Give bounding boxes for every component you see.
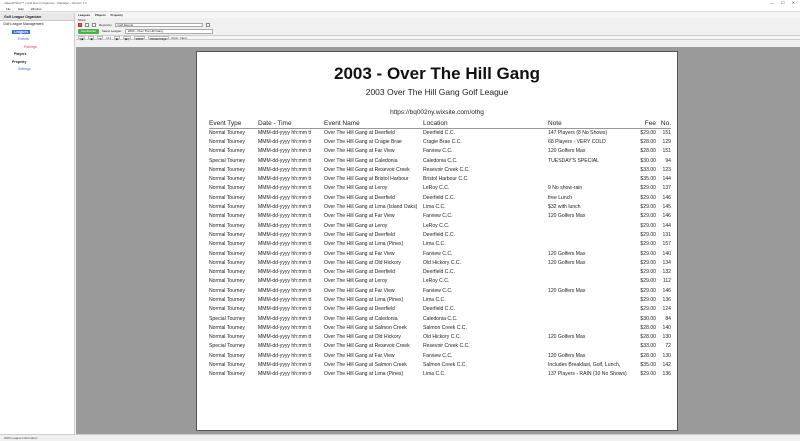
table-cell: Deerfield C.C. [423, 194, 455, 201]
tree-item-pairings[interactable] [0, 44, 74, 52]
last-page-button[interactable]: ▶| [125, 37, 129, 41]
table-row [209, 174, 671, 183]
table-cell: Farview C.C. [423, 148, 453, 155]
table-cell: MMM-dd-yyyy hh:mm tt [258, 343, 312, 350]
table-cell: Over The Hill Gang at Far View [324, 352, 395, 359]
page-mode-select[interactable]: Whole Page [150, 37, 167, 41]
table-cell: Resevoir Creek C.C. [423, 166, 470, 173]
table-cell: Normal Tourney [209, 306, 245, 313]
table-cell: Old Hickory C.C. [423, 334, 461, 341]
table-cell: Over The Hill Gang at Old Hickory [324, 259, 401, 266]
table-cell: Salmon Creek C.C. [423, 362, 467, 369]
table-cell: Normal Tourney [209, 204, 245, 211]
table-cell: LeRoy C.C. [423, 222, 450, 229]
table-cell: Lima C.C. [423, 296, 446, 303]
status-bar: 2003 League Information [0, 434, 800, 440]
table-cell: Special Tourney [209, 343, 246, 350]
table-cell: 140 [662, 250, 671, 257]
table-row [209, 258, 671, 267]
tree-item-golf-league-management[interactable] [0, 21, 74, 29]
table-cell [548, 240, 637, 249]
table-cell: Over The Hill Gang at Caledonia [324, 157, 398, 164]
table-cell: 124 [662, 306, 671, 313]
table-row [209, 314, 671, 323]
table-cell: $29.00 [640, 287, 656, 294]
print-icon[interactable] [92, 23, 96, 27]
table-row [209, 165, 671, 174]
table-cell: Over The Hill Gang at Resevoir Creek [324, 166, 410, 173]
table-row [209, 286, 671, 295]
table-cell: Normal Tourney [209, 269, 245, 276]
table-row [209, 277, 671, 286]
table-cell: Over The Hill Gang at Lima (Island Oaks) [324, 204, 418, 211]
table-row [209, 323, 671, 332]
tree-item-label: Settings [18, 67, 31, 71]
table-cell: $28.00 [640, 148, 656, 155]
table-cell: Normal Tourney [209, 362, 245, 369]
table-cell: 146 [662, 287, 671, 294]
table-cell: MMM-dd-yyyy hh:mm tt [258, 296, 312, 303]
table-cell: 68 Players - VERY COLD [548, 138, 606, 145]
table-cell [548, 323, 637, 332]
table-cell: MMM-dd-yyyy hh:mm tt [258, 371, 312, 378]
table-cell: MMM-dd-yyyy hh:mm tt [258, 352, 312, 359]
table-cell: $28.00 [640, 324, 656, 331]
table-cell: MMM-dd-yyyy hh:mm tt [258, 213, 312, 220]
table-cell [548, 277, 637, 286]
table-row [209, 305, 671, 314]
show-label[interactable]: Show [78, 18, 86, 22]
table-cell: Over The Hill Gang at Lima (Pines) [324, 296, 404, 303]
table-cell: 120 Golfers Max [548, 250, 586, 257]
nav-tree [0, 21, 74, 74]
table-cell: $28.00 [640, 138, 656, 145]
table-cell: 132 [662, 269, 671, 276]
table-row [209, 156, 671, 165]
table-row [209, 295, 671, 304]
report-title: 2003 - Over The Hill Gang [334, 64, 540, 83]
table-cell: Over The Hill Gang at Far View [324, 287, 395, 294]
table-cell: 134 [662, 259, 671, 266]
table-cell: Over The Hill Gang at Caledonia [324, 315, 398, 322]
table-cell: Lima C.C. [423, 241, 446, 248]
table-cell: 145 [662, 204, 671, 211]
table-cell: Normal Tourney [209, 287, 245, 294]
table-cell: 112 [662, 278, 671, 285]
table-cell: Old Hickory C.C. [423, 259, 461, 266]
table-cell [548, 305, 637, 314]
table-cell: MMM-dd-yyyy hh:mm tt [258, 241, 312, 248]
tree-item-label: Events [18, 37, 29, 41]
page-count: of 1 [106, 36, 112, 40]
table-header-row [209, 119, 671, 128]
table-cell: 130 [662, 334, 671, 341]
table-cell: $29.00 [640, 213, 656, 220]
table-cell: Lima C.C. [423, 371, 446, 378]
table-cell: Over The Hill Gang at Deerfield [324, 306, 395, 313]
table-cell: free Lunch [548, 194, 573, 201]
table-cell: 120 Golfers Max [548, 213, 586, 220]
table-cell: $35.00 [640, 176, 656, 183]
prev-page-button[interactable]: ◀ [90, 37, 93, 41]
table-row [209, 351, 671, 360]
tree-item-label: Pairings [24, 44, 37, 49]
table-cell: Over The Hill Gang at Far View [324, 213, 395, 220]
table-cell: Farview C.C. [423, 213, 453, 220]
table-cell: $29.00 [640, 185, 656, 192]
report-toolbar [76, 35, 800, 40]
table-cell: $29.00 [640, 204, 656, 211]
table-cell: Farview C.C. [423, 352, 453, 359]
main-panel [76, 13, 800, 434]
table-cell: Over The Hill Gang at Bristol Harbour [324, 176, 409, 183]
table-cell: 131 [662, 231, 671, 238]
table-cell: Salmon Creek C.C. [423, 324, 467, 331]
table-cell: 151 [662, 148, 671, 155]
table-cell: Over The Hill Gang at Lima (Pines) [324, 371, 404, 378]
table-cell: TUESDAY'S SPECIAL [548, 157, 599, 164]
table-cell: Cragie Brae C.C. [423, 138, 462, 145]
table-cell: Normal Tourney [209, 213, 245, 220]
table-cell: $29.00 [640, 194, 656, 201]
table-cell: 157 [662, 241, 671, 248]
table-cell: 84 [665, 315, 671, 322]
table-cell: MMM-dd-yyyy hh:mm tt [258, 259, 312, 266]
table-cell: Normal Tourney [209, 371, 245, 378]
table-cell: Over The Hill Gang at Salmon Creek [324, 362, 407, 369]
table-row [209, 184, 671, 193]
table-cell: Normal Tourney [209, 352, 245, 359]
table-cell: Resevoir Creek C.C. [423, 343, 470, 350]
table-cell: 137 [662, 185, 671, 192]
table-row [209, 249, 671, 258]
table-cell: Deerfield C.C. [423, 129, 455, 136]
tree-item-leagues[interactable] [0, 29, 74, 37]
league-row [76, 28, 800, 35]
get-events-button[interactable]: Get Events [78, 29, 99, 34]
table-cell: 136 [662, 371, 671, 378]
table-cell: $29.00 [640, 241, 656, 248]
tree-item-events[interactable] [0, 36, 74, 44]
table-cell: $30.00 [640, 157, 656, 164]
report-page [196, 51, 678, 431]
table-cell: $30.00 [640, 315, 656, 322]
table-cell: $29.00 [640, 296, 656, 303]
column-header: Note [548, 119, 637, 128]
table-cell: Over The Hill Gang at Leroy [324, 278, 388, 285]
table-cell [548, 314, 637, 323]
table-cell: $29.00 [640, 259, 656, 266]
sidebar [0, 13, 75, 434]
table-cell: 120 Golfers Max [548, 287, 586, 294]
table-cell: Farview C.C. [423, 287, 453, 294]
tab-players[interactable]: Players [95, 13, 106, 17]
table-row [209, 240, 671, 249]
next-link[interactable]: Next [180, 36, 187, 40]
table-cell: Normal Tourney [209, 250, 245, 257]
table-cell: Over The Hill Gang at Deerfield [324, 194, 395, 201]
table-body [209, 128, 671, 379]
table-cell: Over The Hill Gang at Far View [324, 250, 395, 257]
table-row [209, 342, 671, 351]
table-cell: MMM-dd-yyyy hh:mm tt [258, 278, 312, 285]
table-cell: Deerfield C.C. [423, 269, 455, 276]
table-cell: Normal Tourney [209, 278, 245, 285]
page-number-input[interactable]: 1 [99, 37, 102, 41]
table-cell: Over The Hill Gang at Cragie Brae [324, 138, 402, 145]
table-cell: MMM-dd-yyyy hh:mm tt [258, 176, 312, 183]
table-cell: MMM-dd-yyyy hh:mm tt [258, 231, 312, 238]
table-cell: MMM-dd-yyyy hh:mm tt [258, 129, 312, 136]
table-cell: MMM-dd-yyyy hh:mm tt [258, 157, 312, 164]
table-cell: MMM-dd-yyyy hh:mm tt [258, 166, 312, 173]
table-cell: MMM-dd-yyyy hh:mm tt [258, 138, 312, 145]
find-link[interactable]: Find [171, 36, 178, 40]
menu-window[interactable]: Window [30, 7, 42, 11]
table-row [209, 147, 671, 156]
refresh-icon[interactable] [85, 23, 89, 27]
table-cell: $28.00 [640, 334, 656, 341]
table-cell: 142 [662, 362, 671, 369]
table-cell: Caledonia C.C. [423, 157, 458, 164]
table-cell [548, 165, 637, 174]
table-cell: Over The Hill Gang at Salmon Creek [324, 324, 407, 331]
table-cell: $29.00 [640, 278, 656, 285]
tree-item-property[interactable] [0, 59, 74, 67]
table-cell: Over The Hill Gang at Deerfield [324, 129, 395, 136]
table-cell: Over The Hill Gang at Lima (Pines) [324, 241, 404, 248]
table-cell: Bristol Harbour C.C. [423, 176, 469, 183]
table-cell: Normal Tourney [209, 334, 245, 341]
table-row [209, 202, 671, 211]
report-subtitle: 2003 Over The Hill Gang Golf League [365, 87, 509, 97]
tree-item-label: Leagues [14, 29, 29, 34]
table-cell [548, 267, 637, 276]
table-cell: Deerfield C.C. [423, 231, 455, 238]
table-cell: Over The Hill Gang at Old Hickory [324, 334, 401, 341]
tab-leagues[interactable]: Leagues [78, 13, 91, 17]
table-cell: MMM-dd-yyyy hh:mm tt [258, 334, 312, 341]
table-cell: Normal Tourney [209, 296, 245, 303]
table-row [209, 267, 671, 276]
table-cell: 151 [662, 129, 671, 136]
tree-item-label: Players [14, 52, 27, 56]
table-cell: MMM-dd-yyyy hh:mm tt [258, 194, 312, 201]
report-viewer[interactable] [76, 47, 800, 434]
table-cell: $29.00 [640, 306, 656, 313]
table-cell: Over The Hill Gang at Deerfield [324, 231, 395, 238]
table-cell: LeRoy C.C. [423, 185, 450, 192]
table-cell: MMM-dd-yyyy hh:mm tt [258, 324, 312, 331]
column-header: Event Name [324, 119, 423, 128]
table-row [209, 212, 671, 221]
table-cell: LeRoy C.C. [423, 278, 450, 285]
table-cell: Lima C.C. [423, 204, 446, 211]
table-cell: 129 [662, 138, 671, 145]
table-cell: Over The Hill Gang at Far View [324, 148, 395, 155]
tree-item-settings[interactable] [0, 66, 74, 74]
table-row [209, 221, 671, 230]
window-controls[interactable]: — ☐ ✕ [769, 0, 798, 5]
table-cell: 120 Golfers Max [548, 259, 586, 266]
column-header: Fee [637, 119, 656, 128]
table-cell: 144 [662, 176, 671, 183]
table-cell: Over The Hill Gang at Leroy [324, 185, 388, 192]
table-cell: 9 No show-rain [548, 185, 583, 192]
table-cell: Normal Tourney [209, 176, 245, 183]
table-cell: Normal Tourney [209, 185, 245, 192]
table-cell [548, 221, 637, 230]
table-cell: Special Tourney [209, 315, 246, 322]
table-cell: MMM-dd-yyyy hh:mm tt [258, 287, 312, 294]
table-cell: Special Tourney [209, 157, 246, 164]
close-icon[interactable] [78, 23, 82, 27]
first-page-button[interactable]: |◀ [80, 37, 84, 41]
tree-item-label: Golf League Management [3, 22, 44, 26]
table-cell: 120 Golfers Max [548, 148, 586, 155]
table-cell: $33.00 [640, 166, 656, 173]
table-cell: 136 [662, 296, 671, 303]
column-header: Event Type [209, 119, 258, 128]
next-page-button[interactable]: ▶ [116, 37, 119, 41]
column-header: No. [656, 119, 671, 128]
table-row [209, 128, 671, 137]
table-cell: 123 [662, 166, 671, 173]
table-cell: Normal Tourney [209, 194, 245, 201]
report-label: Report(s) [99, 23, 112, 27]
table-cell: $28.00 [640, 352, 656, 359]
table-cell: Normal Tourney [209, 148, 245, 155]
table-cell: MMM-dd-yyyy hh:mm tt [258, 269, 312, 276]
menu-bar [0, 6, 800, 12]
table-cell [548, 295, 637, 304]
table-cell: Normal Tourney [209, 259, 245, 266]
table-cell: 146 [662, 213, 671, 220]
table-cell: $35.00 [640, 362, 656, 369]
table-cell: $29.00 [640, 231, 656, 238]
table-cell: $29.00 [640, 250, 656, 257]
table-row [209, 230, 671, 239]
tree-item-label: Property [12, 59, 27, 64]
table-row [209, 333, 671, 342]
table-cell: Normal Tourney [209, 129, 245, 136]
table-cell: MMM-dd-yyyy hh:mm tt [258, 315, 312, 322]
table-cell: $32 with lunch [548, 204, 581, 211]
table-cell: MMM-dd-yyyy hh:mm tt [258, 362, 312, 369]
table-cell: $29.00 [640, 269, 656, 276]
column-header: Date - Time [258, 119, 324, 128]
table-row [209, 370, 671, 379]
report-url: https://bq002ny.wixsite.com/othg [390, 109, 484, 116]
table-cell: Over The Hill Gang at Resevoir Creek [324, 343, 410, 350]
table-cell: Over The Hill Gang at Deerfield [324, 269, 395, 276]
window-title: mikesGTW.0™ | Golf Event Organizer - Manager - Version 7.2 [4, 1, 87, 5]
table-cell: $29.00 [640, 222, 656, 229]
table-cell [548, 174, 637, 183]
table-row [209, 360, 671, 369]
table-cell: MMM-dd-yyyy hh:mm tt [258, 148, 312, 155]
column-header: Location [423, 119, 548, 128]
table-cell: 120 Golfers Max [548, 352, 586, 359]
table-cell: Caledonia C.C. [423, 315, 458, 322]
table-cell: 147 Players (8 No Shows) [548, 129, 608, 136]
table-cell: Normal Tourney [209, 166, 245, 173]
export-icon[interactable] [206, 23, 210, 27]
table-row [209, 193, 671, 202]
menu-file[interactable]: File [6, 7, 11, 11]
table-cell: Normal Tourney [209, 138, 245, 145]
table-cell: Normal Tourney [209, 231, 245, 238]
table-cell: MMM-dd-yyyy hh:mm tt [258, 222, 312, 229]
table-cell: $29.00 [640, 371, 656, 378]
table-cell [548, 342, 637, 351]
table-cell: Farview C.C. [423, 250, 453, 257]
table-cell: Normal Tourney [209, 324, 245, 331]
table-cell: 146 [662, 194, 671, 201]
sidebar-header: Golf League Organizer [0, 13, 74, 21]
tab-property[interactable]: Property [110, 13, 123, 17]
table-cell: Normal Tourney [209, 241, 245, 248]
table-cell: Deerfield C.C. [423, 306, 455, 313]
events-table [209, 119, 671, 379]
menu-help[interactable]: Help [17, 7, 24, 11]
table-cell: $33.00 [640, 343, 656, 350]
zoom-select[interactable]: 100% [135, 37, 144, 41]
table-cell: Normal Tourney [209, 222, 245, 229]
table-cell: 94 [665, 157, 671, 164]
table-cell: 144 [662, 222, 671, 229]
table-cell: MMM-dd-yyyy hh:mm tt [258, 204, 312, 211]
table-cell: 120 Golfers Max [548, 334, 586, 341]
table-cell: 130 [662, 352, 671, 359]
table-cell: 137 Players - RAIN (10 No Shows) [548, 371, 627, 378]
table-cell: MMM-dd-yyyy hh:mm tt [258, 185, 312, 192]
league-label: Select League: [101, 29, 122, 33]
table-cell: MMM-dd-yyyy hh:mm tt [258, 306, 312, 313]
table-cell: 140 [662, 324, 671, 331]
table-cell: Includes Breakfast, Golf, Lunch, [548, 362, 621, 369]
table-cell [548, 230, 637, 239]
table-row [209, 137, 671, 146]
report-select[interactable]: Golf Events [115, 23, 203, 28]
table-cell: $29.00 [640, 129, 656, 136]
league-select[interactable]: 2003 - Over The Hill Gang [125, 29, 213, 34]
table-cell: MMM-dd-yyyy hh:mm tt [258, 250, 312, 257]
tree-item-players[interactable] [0, 51, 74, 59]
table-cell: 72 [665, 343, 671, 350]
table-cell: Over The Hill Gang at Leroy [324, 222, 388, 229]
